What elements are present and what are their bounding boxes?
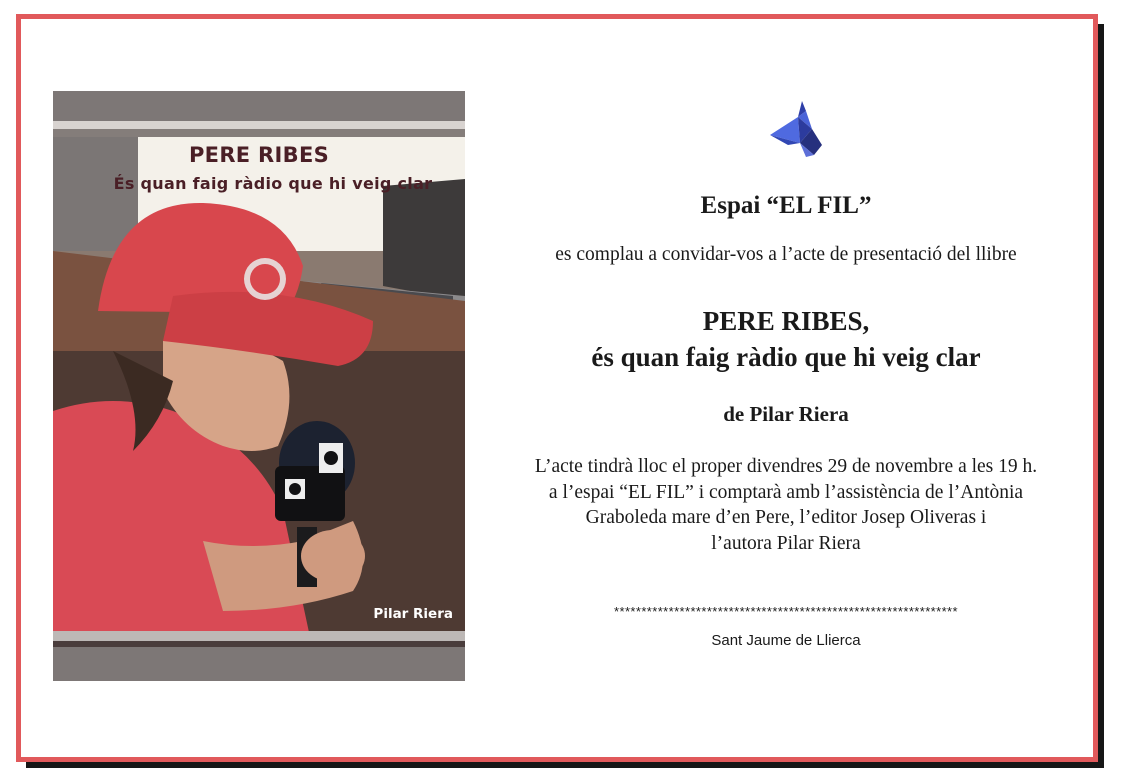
event-details [488,454,1084,556]
cover-subtitle: És quan faig ràdio que hi veig clar [113,174,433,193]
place-name: Sant Jaume de Llierca [711,632,861,649]
details-line: a l’espai “EL FIL” i comptarà amb l’assistència de l’Antònia [548,481,1024,503]
details-line: l’autora Pilar Riera [711,532,861,554]
details-line: L’acte tindrà lloc el proper divendres 29 de novembre a les 19 h. [534,456,1038,477]
author-line: de Pilar Riera [723,402,849,426]
venue-name: Espai “EL FIL” [700,192,872,219]
star-separator: *************************************************************** [614,604,958,619]
details-line: Graboleda mare d’en Pere, l’editor Josep Oliveras i [585,507,987,528]
book-title-line1: PERE RIBES, [702,306,870,336]
cover-author: Pilar Riera [373,606,453,622]
origami-bird-icon [768,99,824,164]
invitation-intro: es complau a convidar-vos a l’acte de presentació del llibre [555,244,1017,265]
book-cover [53,91,465,681]
book-title-line2: és quan faig ràdio que hi veig clar [591,342,981,372]
cover-title: PERE RIBES [188,143,330,167]
